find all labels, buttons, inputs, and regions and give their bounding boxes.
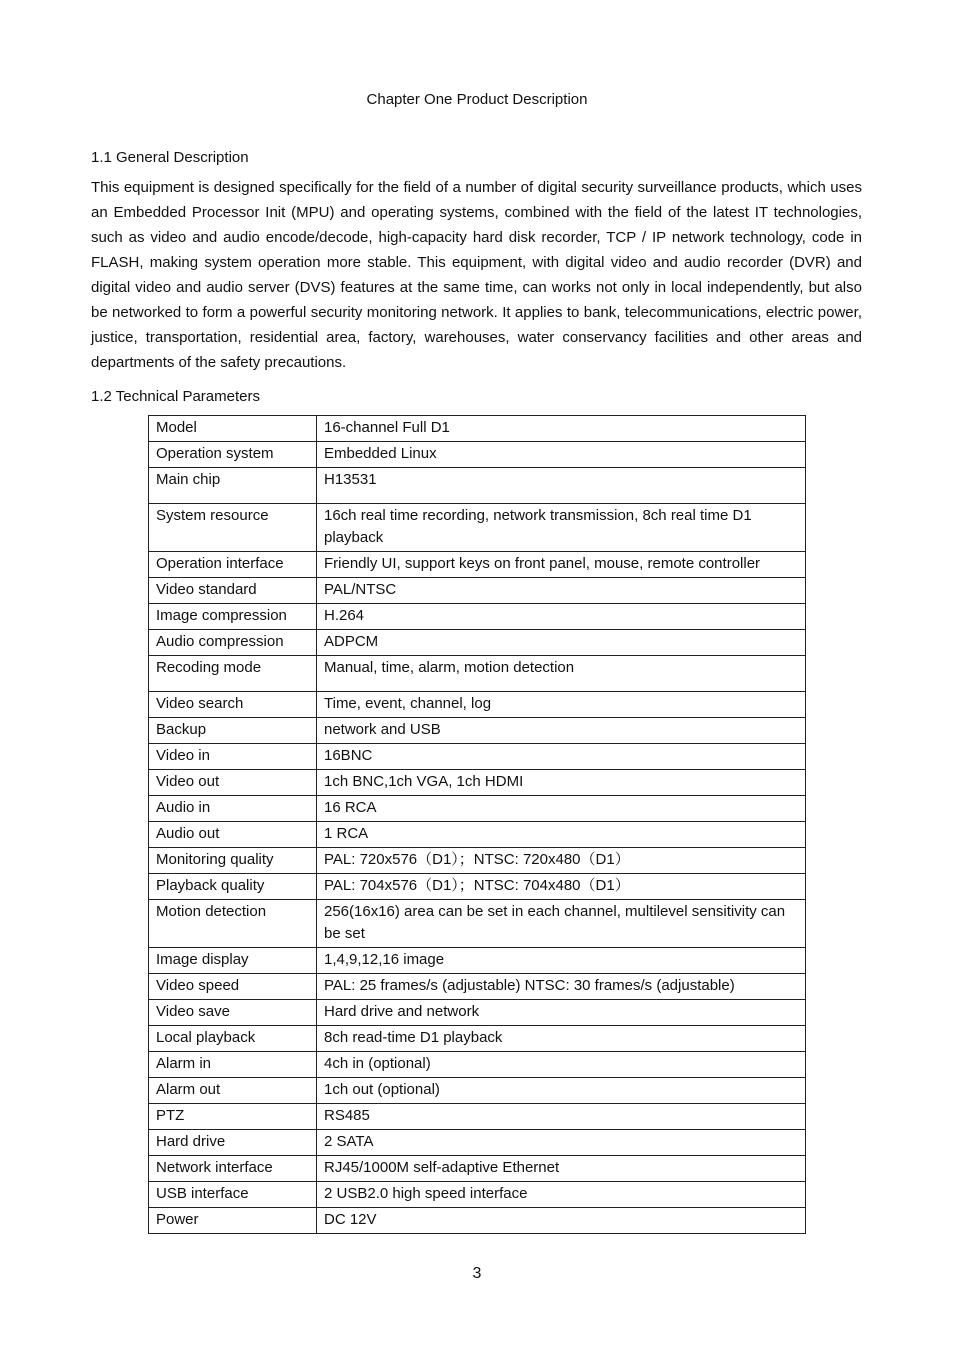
parameter-label: Recoding mode bbox=[149, 656, 317, 692]
parameter-value: RS485 bbox=[317, 1104, 806, 1130]
parameter-value: ADPCM bbox=[317, 630, 806, 656]
table-row bbox=[149, 656, 806, 692]
table-row bbox=[149, 504, 806, 552]
table-row bbox=[149, 848, 806, 874]
parameter-value: RJ45/1000M self-adaptive Ethernet bbox=[317, 1156, 806, 1182]
table-row bbox=[149, 974, 806, 1000]
table-row bbox=[149, 1208, 806, 1234]
parameter-label: Main chip bbox=[149, 468, 317, 504]
parameter-label: Hard drive bbox=[149, 1130, 317, 1156]
parameter-value: 256(16x16) area can be set in each channel, multilevel sensitivity can be set bbox=[317, 900, 806, 948]
parameter-label: Video save bbox=[149, 1000, 317, 1026]
parameter-value: PAL: 720x576（D1）；NTSC: 720x480（D1） bbox=[317, 848, 806, 874]
chapter-title: Chapter One Product Description bbox=[366, 91, 588, 108]
table-row bbox=[149, 718, 806, 744]
table-row bbox=[149, 822, 806, 848]
parameter-value: PAL: 704x576（D1）；NTSC: 704x480（D1） bbox=[317, 874, 806, 900]
table-row bbox=[149, 1026, 806, 1052]
table-row bbox=[149, 1078, 806, 1104]
table-row bbox=[149, 578, 806, 604]
table-row bbox=[149, 692, 806, 718]
parameter-value: 1,4,9,12,16 image bbox=[317, 948, 806, 974]
parameter-label: Operation system bbox=[149, 442, 317, 468]
parameter-label: Audio in bbox=[149, 796, 317, 822]
parameter-label: Image compression bbox=[149, 604, 317, 630]
table-row bbox=[149, 744, 806, 770]
parameter-value: Manual, time, alarm, motion detection bbox=[317, 656, 806, 692]
parameter-value: Embedded Linux bbox=[317, 442, 806, 468]
parameter-value: 1 RCA bbox=[317, 822, 806, 848]
parameter-label: Image display bbox=[149, 948, 317, 974]
table-row bbox=[149, 900, 806, 948]
parameter-label: Alarm out bbox=[149, 1078, 317, 1104]
parameter-value: 16-channel Full D1 bbox=[317, 416, 806, 442]
parameter-value: 16ch real time recording, network transmission, 8ch real time D1 playback bbox=[317, 504, 806, 552]
parameter-label: Power bbox=[149, 1208, 317, 1234]
parameter-label: Video out bbox=[149, 770, 317, 796]
parameter-label: Motion detection bbox=[149, 900, 317, 948]
section-heading-technical: 1.2 Technical Parameters bbox=[91, 388, 260, 405]
parameter-value: 2 USB2.0 high speed interface bbox=[317, 1182, 806, 1208]
parameter-label: Video in bbox=[149, 744, 317, 770]
table-row bbox=[149, 552, 806, 578]
parameter-value: PAL/NTSC bbox=[317, 578, 806, 604]
parameter-label: Model bbox=[149, 416, 317, 442]
table-row bbox=[149, 874, 806, 900]
parameter-label: Playback quality bbox=[149, 874, 317, 900]
general-description-paragraph: This equipment is designed specifically for the field of a number of digital security surveillance products, which uses an Embedded Processor Init (MPU) and operating systems, combined with the field of the latest IT technologies, such as video and audio encode/decode, high-capacity hard disk recorder, TCP / IP network technology, code in FLASH, making system operation more stable. This equipment, with digital video and audio recorder (DVR) and digital video and audio server (DVS) features at the same time, can works not only in local independently, but also be networked to form a powerful security monitoring network. It applies to bank, telecommunications, electric power, justice, transportation, residential area, factory, warehouses, water conservancy facilities and other areas and departments of the safety precautions. bbox=[91, 179, 862, 371]
page-number: 3 bbox=[472, 1265, 482, 1282]
table-row bbox=[149, 468, 806, 504]
parameter-value: H.264 bbox=[317, 604, 806, 630]
table-row bbox=[149, 1156, 806, 1182]
table-row bbox=[149, 796, 806, 822]
parameter-label: Video standard bbox=[149, 578, 317, 604]
parameter-label: Video speed bbox=[149, 974, 317, 1000]
parameter-value: Time, event, channel, log bbox=[317, 692, 806, 718]
table-row bbox=[149, 1182, 806, 1208]
table-row bbox=[149, 1130, 806, 1156]
parameter-label: Operation interface bbox=[149, 552, 317, 578]
parameter-value: network and USB bbox=[317, 718, 806, 744]
parameter-value: 1ch out (optional) bbox=[317, 1078, 806, 1104]
section-heading-general: 1.1 General Description bbox=[91, 149, 249, 166]
parameter-value: PAL: 25 frames/s (adjustable) NTSC: 30 frames/s (adjustable) bbox=[317, 974, 806, 1000]
table-row bbox=[149, 1052, 806, 1078]
parameter-label: Backup bbox=[149, 718, 317, 744]
table-row bbox=[149, 416, 806, 442]
parameter-value: 16BNC bbox=[317, 744, 806, 770]
parameter-value: Friendly UI, support keys on front panel, mouse, remote controller bbox=[317, 552, 806, 578]
table-row bbox=[149, 770, 806, 796]
parameter-value: 1ch BNC,1ch VGA, 1ch HDMI bbox=[317, 770, 806, 796]
parameter-value: 4ch in (optional) bbox=[317, 1052, 806, 1078]
parameter-value: Hard drive and network bbox=[317, 1000, 806, 1026]
parameter-value: DC 12V bbox=[317, 1208, 806, 1234]
parameter-label: PTZ bbox=[149, 1104, 317, 1130]
parameter-label: Local playback bbox=[149, 1026, 317, 1052]
parameter-value: 2 SATA bbox=[317, 1130, 806, 1156]
table-row bbox=[149, 1000, 806, 1026]
parameter-label: USB interface bbox=[149, 1182, 317, 1208]
technical-parameters-table bbox=[148, 415, 806, 1234]
parameter-label: Audio compression bbox=[149, 630, 317, 656]
table-row bbox=[149, 630, 806, 656]
parameter-label: System resource bbox=[149, 504, 317, 552]
parameter-value: 8ch read-time D1 playback bbox=[317, 1026, 806, 1052]
parameter-value: 16 RCA bbox=[317, 796, 806, 822]
table-row bbox=[149, 442, 806, 468]
parameter-label: Video search bbox=[149, 692, 317, 718]
table-row bbox=[149, 948, 806, 974]
parameter-label: Network interface bbox=[149, 1156, 317, 1182]
parameter-label: Monitoring quality bbox=[149, 848, 317, 874]
parameter-label: Alarm in bbox=[149, 1052, 317, 1078]
table-row bbox=[149, 1104, 806, 1130]
parameter-value: H13531 bbox=[317, 468, 806, 504]
parameter-label: Audio out bbox=[149, 822, 317, 848]
table-row bbox=[149, 604, 806, 630]
